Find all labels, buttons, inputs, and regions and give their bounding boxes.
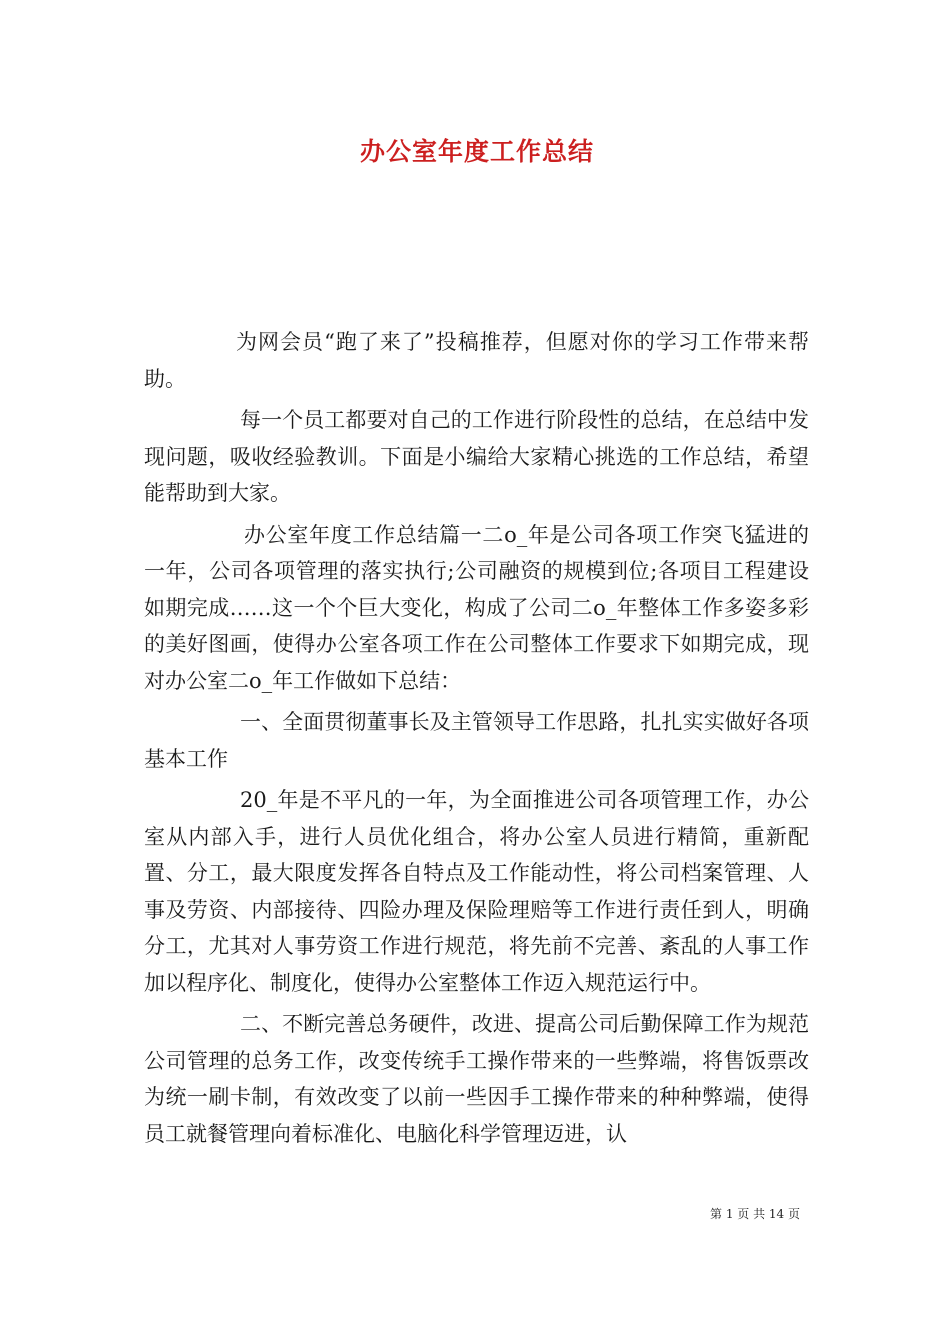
- document-body: [144, 324, 809, 1157]
- paragraph-overview: 办公室年度工作总结篇一二o_年是公司各项工作突飞猛进的一年，公司各项管理的落实执行;公司融资的规模到位;各项目工程建设如期完成……这一个个巨大变化，构成了公司二o_年整体工作多姿多彩的美好图画，使得办公室各项工作在公司整体工作要求下如期完成，现对办公室二o_年工作做如下总结：: [144, 522, 809, 693]
- paragraph-section-one-heading: 一、全面贯彻董事长及主管领导工作思路，扎扎实实做好各项基本工作: [144, 710, 809, 771]
- page-number-footer: 第 1 页 共 14 页: [710, 1207, 800, 1221]
- paragraph-section-two: 二、不断完善总务硬件，改进、提高公司后勤保障工作为规范公司管理的总务工作，改变传统手工操作带来的一些弊端，将售饭票改为统一刷卡制，有效改变了以前一些因手工操作带来的种种弊端，使得员工就餐管理向着标准化、电脑化科学管理迈进，认: [144, 1012, 809, 1146]
- paragraph-intro: 为网会员“跑了来了”投稿推荐，但愿对你的学习工作带来帮助。: [144, 330, 809, 391]
- paragraph-section-one-body: 20_年是不平凡的一年，为全面推进公司各项管理工作，办公室从内部入手，进行人员优化组合，将办公室人员进行精简，重新配置、分工，最大限度发挥各自特点及工作能动性，将公司档案管理、人事及劳资、内部接待、四险办理及保险理赔等工作进行责任到人，明确分工，尤其对人事劳资工作进行规范，将先前不完善、紊乱的人事工作加以程序化、制度化，使得办公室整体工作迈入规范运行中。: [144, 788, 809, 995]
- page-title: 办公室年度工作总结: [360, 137, 595, 166]
- paragraph-preface: 每一个员工都要对自己的工作进行阶段性的总结，在总结中发现问题，吸收经验教训。下面是小编给大家精心挑选的工作总结，希望能帮助到大家。: [144, 408, 809, 505]
